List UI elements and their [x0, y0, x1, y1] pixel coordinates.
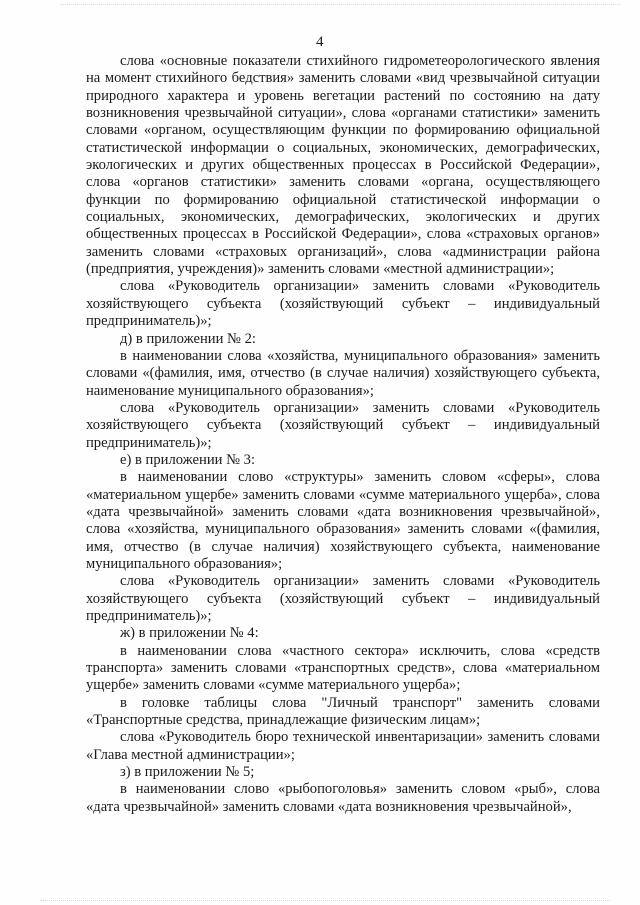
paragraph: слова «Руководитель организации» заменить словами «Руководитель хозяйствующего субъекта (хозяйствующий субъект – индивидуальный предприниматель)»;: [86, 278, 600, 330]
paragraph: в наименовании слово «структуры» заменить словом «сферы», слова «материальном ущербе» заменить словами «сумме материального ущерба», слова «дата чрезвычайной» заменить словами «дата возникновения чрезвычайной», слова «хозяйства, муниципального образования» заменить словами «(фамилия, имя, отчество (в случае наличия) хозяйствующего субъекта, наименование муниципального образования»;: [86, 469, 600, 572]
document-body: [86, 53, 600, 816]
paragraph: е) в приложении № 3:: [120, 451, 256, 468]
page-number: 4: [316, 34, 324, 50]
paragraph: слова «Руководитель организации» заменить словами «Руководитель хозяйствующего субъекта (хозяйствующий субъект – индивидуальный предприниматель)»;: [86, 399, 600, 451]
scan-artifact-top: [60, 4, 620, 11]
paragraph: в головке таблицы слова "Личный транспорт" заменить словами «Транспортные средства, принадлежащие физическим лицам»;: [86, 694, 600, 729]
paragraph: д) в приложении № 2:: [120, 330, 256, 347]
scan-artifact-bottom: [40, 894, 610, 901]
paragraph: з) в приложении № 5;: [120, 764, 255, 781]
paragraph: в наименовании слова «частного сектора» исключить, слова «средств транспорта» заменить словами «транспортных средств», слова «материальном ущербе» заменить словами «сумме материального ущерба»;: [86, 642, 600, 694]
paragraph: в наименовании слова «хозяйства, муниципального образования» заменить словами «(фамилия, имя, отчество (в случае наличия) хозяйствующего субъекта, наименование муниципального образования»;: [86, 347, 600, 399]
paragraph: ж) в приложении № 4:: [120, 625, 259, 642]
paragraph: в наименовании слово «рыбопоголовья» заменить словом «рыб», слова «дата чрезвычайной» заменить словами «дата возникновения чрезвычайной»,: [86, 781, 600, 815]
paragraph: слова «основные показатели стихийного гидрометеорологического явления на момент стихийного бедствия» заменить словами «вид чрезвычайной ситуации природного характера и уровень вегетации растений по состоянию на дату возникновения чрезвычайной ситуации», слова «органами статистики» заменить словами «органом, осуществляющим функции по формированию официальной статистической информации о социальных, экономических, демографических, экологических и других общественных процессах в Российской Федерации», слова «органов статистики» заменить словами «органа, осуществляющего функции по формированию официальной статистической информации о социальных, экономических, демографических, экологических и других общественных процессах в Российской Федерации», слова «страховых органов» заменить словами «страховых организаций», слова «администрации района (предприятия, учреждения)» заменить словами «местной администрации»;: [86, 53, 600, 278]
paragraph: слова «Руководитель бюро технической инвентаризации» заменить словами «Глава местной администрации»;: [86, 729, 600, 763]
paragraph: слова «Руководитель организации» заменить словами «Руководитель хозяйствующего субъекта (хозяйствующий субъект – индивидуальный предприниматель)»;: [86, 573, 600, 624]
